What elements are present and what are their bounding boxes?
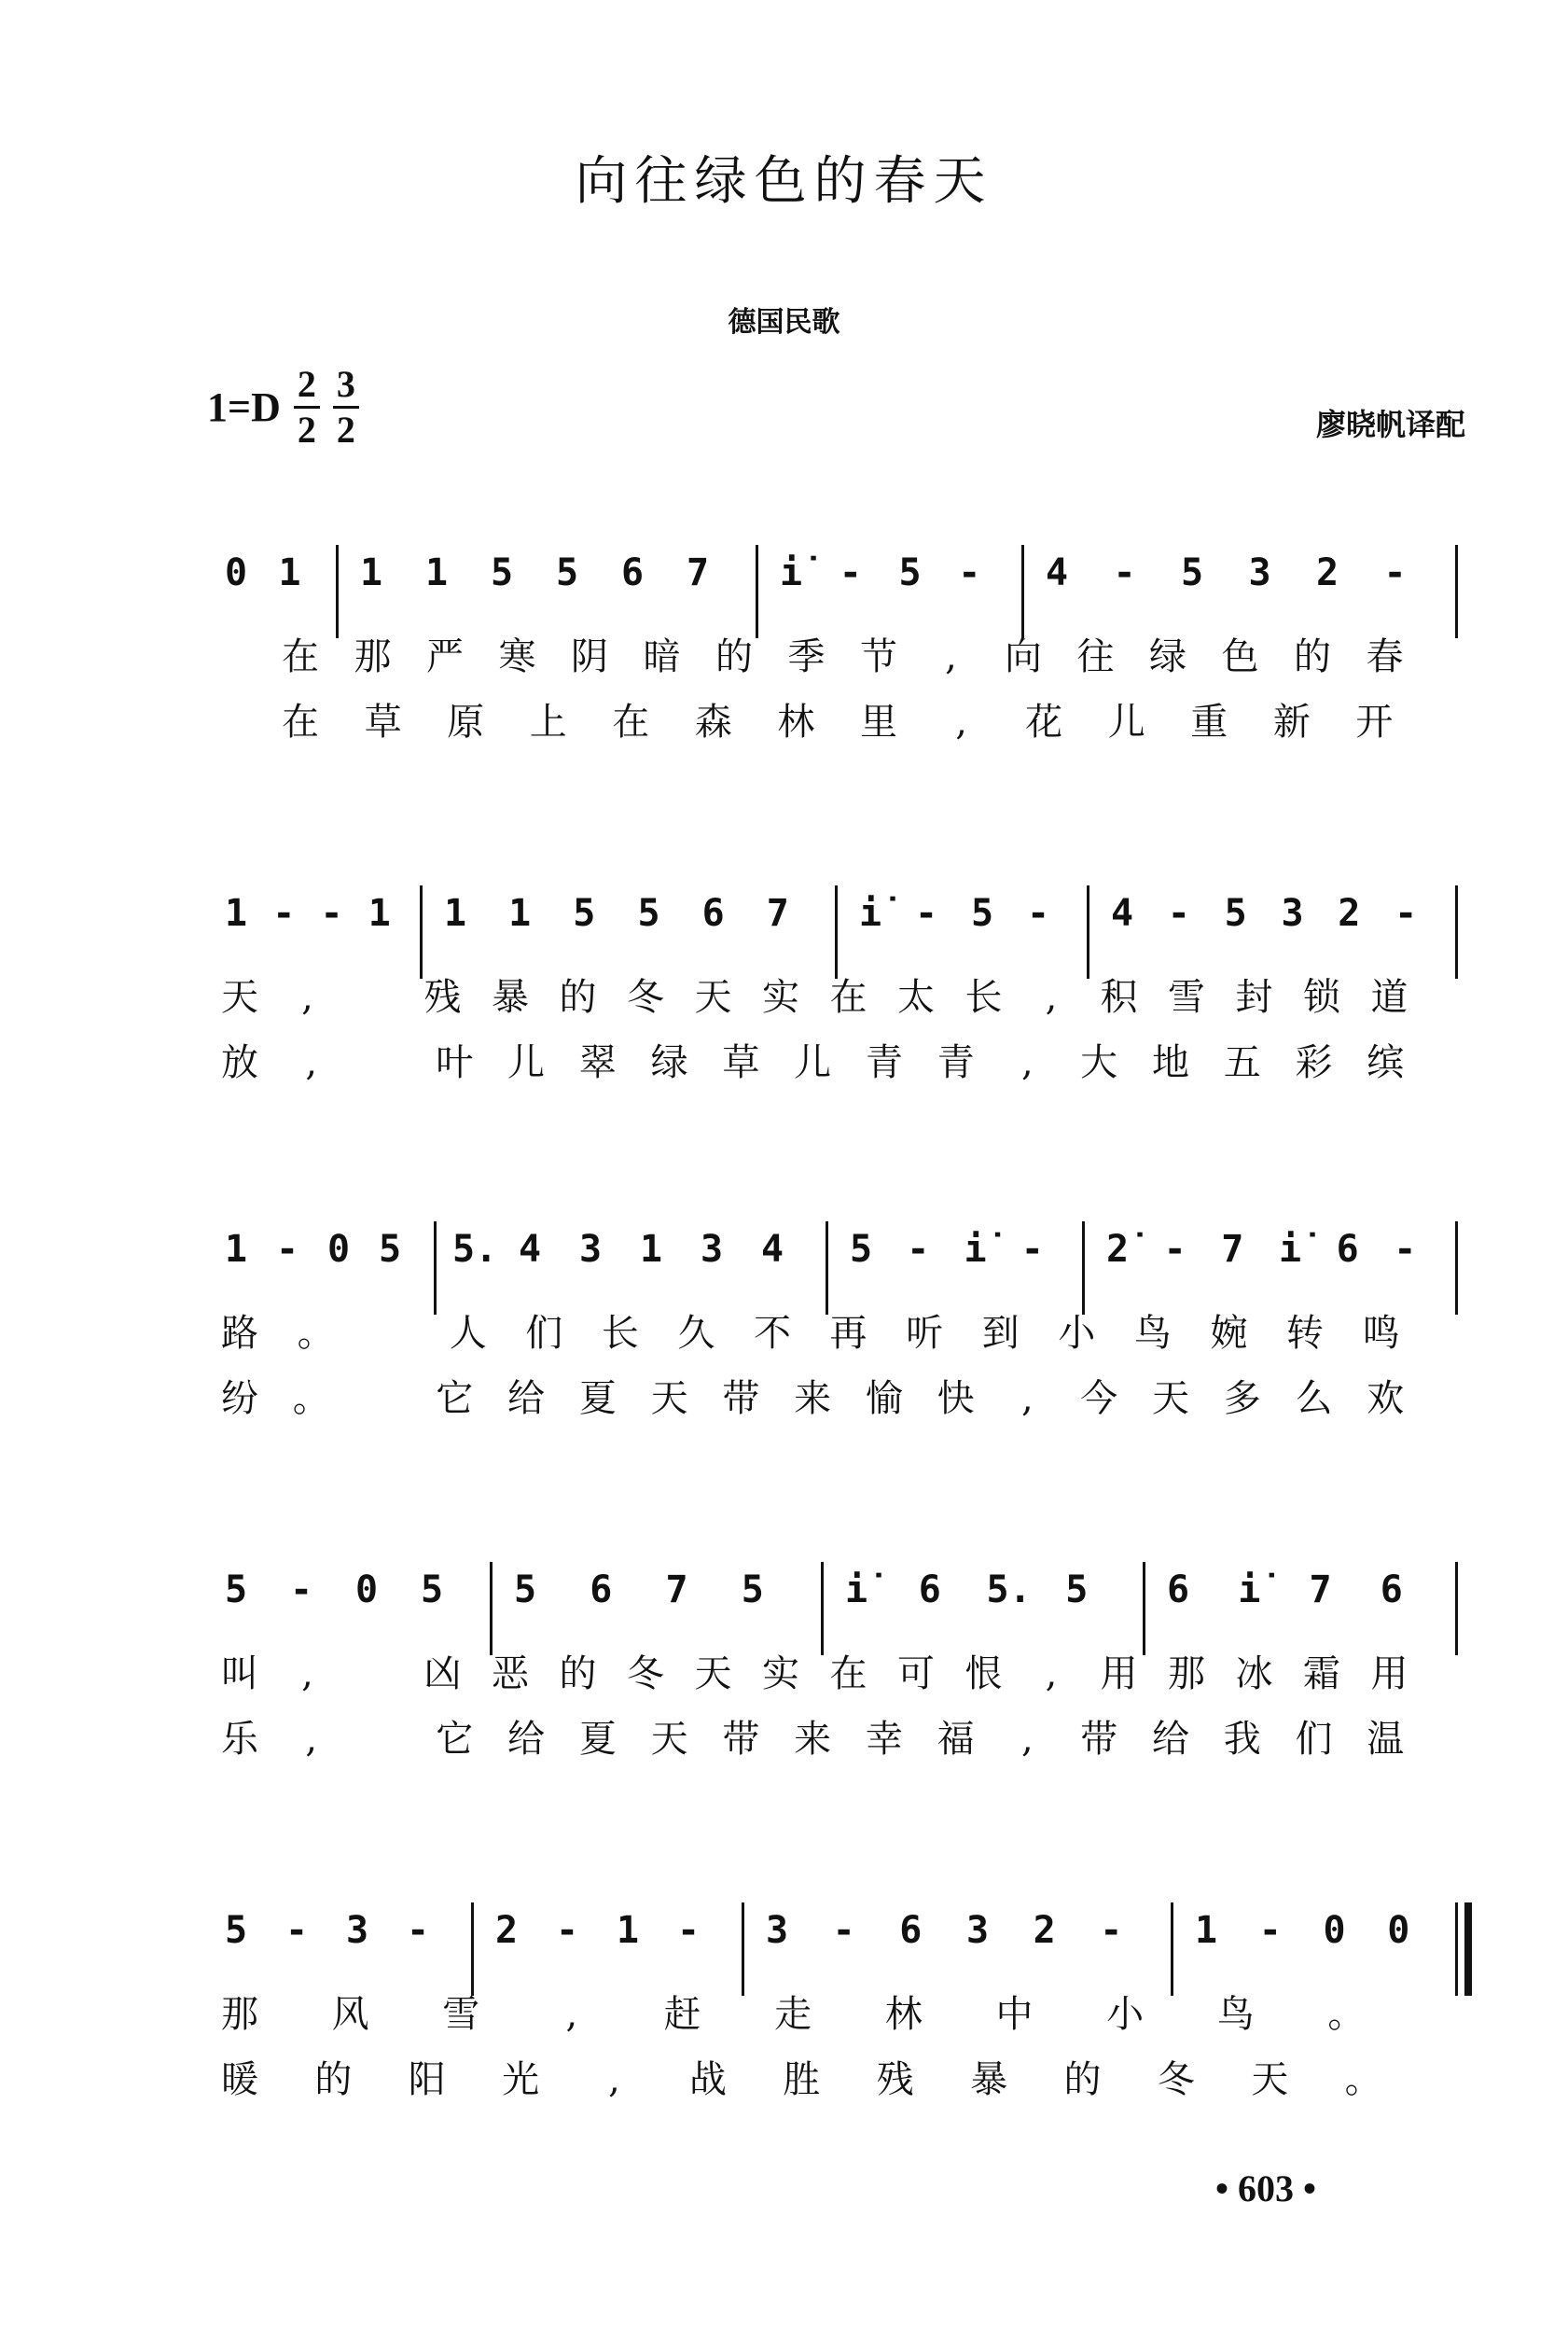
lyric-char: , [305,1718,318,1761]
lyric-char: 带 [722,1718,760,1761]
lyric-char: , [945,635,957,678]
jianpu-note: 3 [578,1228,603,1271]
lyric-char: 。 [292,1377,330,1420]
lyric-char: 不 [753,1312,791,1355]
bar-line [1087,885,1089,979]
bar-line [1082,1221,1085,1315]
lyric-char: 道 [1370,976,1408,1019]
bar-line [1143,1562,1145,1655]
lyric-char: 那 [221,1993,258,2036]
jianpu-note: 0 [224,551,248,594]
bar-line [1455,1902,1458,1996]
lyric-char: 。 [1327,1993,1366,2036]
lyric-char: 在 [612,701,650,744]
score-system [0,1227,1568,1526]
lyric-char: 到 [981,1312,1020,1355]
lyric-char: 森 [694,701,732,744]
lyric-char: 彩 [1295,1041,1333,1084]
key-signature [207,363,359,451]
lyric-char: 来 [794,1718,832,1761]
jianpu-note: 5 [1065,1568,1089,1611]
jianpu-note: 5 [378,1228,402,1271]
lyric-char: 青 [865,1041,903,1084]
lyric-char: 阳 [408,2058,446,2101]
lyric-char: 久 [677,1312,715,1355]
bar-line [1455,885,1458,979]
lyric-char: 长 [964,976,1003,1019]
jianpu-note: 5 [224,1568,248,1611]
jianpu-note: i̇ [964,1228,987,1271]
lyric-char: 多 [1223,1377,1261,1420]
lyric-char: 开 [1355,701,1394,744]
lyric-char: 可 [897,1652,935,1695]
bar-line [826,1221,828,1315]
jianpu-note: 1 [224,892,248,935]
jianpu-note: - [1395,892,1418,935]
jianpu-note: 1 [424,551,449,594]
lyric-char: 给 [1151,1718,1189,1761]
lyric-char: 小 [1058,1312,1096,1355]
jianpu-note: 6 [1380,1568,1403,1611]
lyric-char: 天 [694,976,732,1019]
jianpu-note: i̇ [1278,1228,1302,1271]
lyric-char: 暴 [970,2058,1008,2101]
jianpu-note: - [275,1228,299,1271]
lyric-char: 冰 [1235,1652,1273,1695]
bar-line [756,545,758,638]
lyric-char: 温 [1367,1718,1405,1761]
lyric-char: 封 [1235,976,1273,1019]
jianpu-note: 6 [620,551,645,594]
lyric-char: 积 [1100,976,1138,1019]
lyric-char: 太 [897,976,935,1019]
jianpu-note: 5 [849,1228,873,1271]
lyric-char: , [1021,1718,1034,1761]
lyric-char: 们 [1295,1718,1333,1761]
song-origin: 德国民歌 [728,306,840,339]
lyric-char: 阴 [571,635,608,678]
lyric-char: 向 [1005,635,1042,678]
jianpu-note: - [1113,551,1136,594]
jianpu-note: 5 [1224,892,1247,935]
lyric-char: , [565,1993,578,2036]
jianpu-note: 5 [1180,551,1204,594]
lyric-char: 缤 [1367,1041,1405,1084]
lyric-char: 。 [1344,2058,1382,2101]
lyric-char: 放 [221,1041,258,1084]
lyric-char: 乐 [221,1718,258,1761]
lyric-char: 在 [282,635,319,678]
jianpu-note: 5 [898,551,922,594]
jianpu-note: i̇ [844,1568,868,1611]
lyric-char: 花 [1025,701,1063,744]
jianpu-note: 2 [1338,892,1361,935]
lyric-char: 胜 [783,2058,821,2101]
jianpu-note: 5 [637,892,660,935]
time-sig-2-bottom: 2 [336,409,355,451]
jianpu-note: 1 [508,892,532,935]
lyric-char: 天 [650,1718,688,1761]
lyric-char: 那 [354,635,392,678]
jianpu-note: 1 [368,892,391,935]
score-system [0,1568,1568,1866]
jianpu-note: 4 [760,1228,784,1271]
time-sig-1-top: 2 [294,366,320,409]
lyric-char: 冬 [627,1652,664,1695]
jianpu-note: - [1026,892,1050,935]
lyric-char: 战 [688,2058,727,2101]
lyric-char: 快 [937,1377,975,1420]
jianpu-note: 5. [452,1228,498,1271]
jianpu-note: - [555,1909,579,1952]
lyric-char: 林 [884,1993,923,2036]
lyric-char: 小 [1106,1993,1145,2036]
jianpu-note: 6 [1336,1228,1359,1271]
lyric-char: 凶 [423,1652,462,1695]
bar-line [1455,1562,1458,1655]
lyric-char: 残 [876,2058,914,2101]
lyric-char: 夏 [578,1718,617,1761]
lyric-char: 幸 [865,1718,903,1761]
lyric-char: 的 [1063,2058,1102,2101]
lyric-char: 季 [787,635,826,678]
bar-line [420,885,423,979]
lyric-char: 转 [1285,1312,1324,1355]
lyric-char: 么 [1295,1377,1333,1420]
lyric-char: 实 [762,1652,799,1695]
jianpu-note: - [839,551,862,594]
lyric-char: 鸟 [1133,1312,1172,1355]
lyric-char: 叫 [221,1652,258,1695]
lyric-char: 天 [221,976,258,1019]
lyric-char: 它 [436,1377,474,1420]
lyric-char: 在 [829,1652,867,1695]
jianpu-note: - [284,1909,309,1952]
jianpu-note: 5 [513,1568,537,1611]
jianpu-note: i̇ [779,551,803,594]
jianpu-note: 7 [1221,1228,1244,1271]
lyric-char: 中 [995,1993,1034,2036]
jianpu-note: 1 [1194,1909,1218,1952]
lyric-char: , [1045,976,1058,1019]
lyric-char: 的 [559,1652,597,1695]
jianpu-note: 0 [354,1568,379,1611]
bar-line [835,885,838,979]
jianpu-note: 3 [765,1909,789,1952]
jianpu-note: 0 [1387,1909,1410,1952]
lyric-char: , [301,1652,313,1695]
jianpu-note: 7 [766,892,789,935]
lyric-char: 它 [436,1718,474,1761]
jianpu-note: - [1100,1909,1123,1952]
lyric-char: 的 [1294,635,1331,678]
lyric-char: 残 [423,976,462,1019]
lyric-char: , [608,2058,620,2101]
lyric-char: , [301,976,313,1019]
jianpu-note: 5 [970,892,994,935]
lyric-char: 暖 [221,2058,258,2101]
lyric-char: 我 [1223,1718,1261,1761]
score-system [0,891,1568,1190]
lyric-char: 欢 [1367,1377,1405,1420]
time-sig-2-top: 3 [333,366,359,409]
jianpu-note: 6 [899,1909,923,1952]
bar-line [471,1902,474,1996]
lyric-char: 用 [1370,1652,1408,1695]
bar-line [336,545,339,638]
jianpu-note: 7 [686,551,710,594]
lyric-char: 天 [650,1377,688,1420]
jianpu-note: 5. [986,1568,1032,1611]
jianpu-note: 5 [555,551,579,594]
lyric-char: 天 [1151,1377,1189,1420]
lyric-char: 青 [937,1041,975,1084]
jianpu-note: 2 [494,1909,519,1952]
lyric-char: 走 [774,1993,812,2036]
lyric-char: 婉 [1210,1312,1248,1355]
jianpu-note: - [958,551,981,594]
lyric-char: 。 [297,1312,335,1355]
jianpu-note: 1 [278,551,301,594]
song-title: 向往绿色的春天 [575,151,993,212]
lyric-char: 暴 [492,976,529,1019]
lyric-char: 夏 [578,1377,617,1420]
jianpu-note: 1 [616,1909,640,1952]
lyric-char: 冬 [1157,2058,1195,2101]
jianpu-note: 5 [420,1568,444,1611]
lyric-char: 冬 [627,976,664,1019]
lyric-char: 给 [507,1718,546,1761]
bar-line [742,1902,744,1996]
lyric-char: 翠 [578,1041,617,1084]
lyric-char: 再 [829,1312,867,1355]
jianpu-note: - [272,892,296,935]
jianpu-note: 0 [1323,1909,1346,1952]
bar-line [1455,1221,1458,1315]
lyric-char: 的 [715,635,753,678]
jianpu-note: - [676,1909,701,1952]
jianpu-note: 5 [490,551,514,594]
jianpu-note: 7 [665,1568,688,1611]
jianpu-note: 6 [590,1568,613,1611]
jianpu-note: - [1163,1228,1186,1271]
lyric-char: 在 [282,701,319,744]
jianpu-note: 1 [359,551,383,594]
lyric-char: 带 [722,1377,760,1420]
jianpu-note: - [1258,1909,1282,1952]
lyric-char: 上 [529,701,567,744]
lyric-char: 原 [447,701,485,744]
lyric-char: 给 [507,1377,546,1420]
score-system [0,1908,1568,2207]
lyric-char: 的 [314,2058,353,2101]
lyric-char: 纷 [221,1377,258,1420]
jianpu-note: i̇ [1238,1568,1261,1611]
bar-line [490,1562,493,1655]
jianpu-note: 3 [700,1228,724,1271]
jianpu-note: - [1394,1228,1417,1271]
lyric-char: 愉 [865,1377,903,1420]
lyric-char: 地 [1151,1041,1189,1084]
lyric-char: , [1021,1377,1034,1420]
lyric-char: 路 [221,1312,258,1355]
lyric-char: 大 [1080,1041,1118,1084]
jianpu-note: 1 [639,1228,663,1271]
time-sig-1-bottom: 2 [297,409,316,451]
final-bar-line [1464,1902,1472,1996]
lyric-char: 春 [1366,635,1404,678]
lyric-char: 新 [1272,701,1311,744]
lyric-char: 绿 [650,1041,688,1084]
jianpu-note: 4 [518,1228,542,1271]
lyric-char: , [955,701,967,744]
lyric-char: 寒 [498,635,536,678]
lyric-char: 赶 [663,1993,701,2036]
lyric-char: 带 [1080,1718,1118,1761]
jianpu-note: 1 [443,892,467,935]
jianpu-note: 2 [1033,1909,1056,1952]
lyric-char: 人 [449,1312,487,1355]
lyric-char: 往 [1076,635,1115,678]
lyric-char: 重 [1190,701,1228,744]
lyric-char: 在 [829,976,867,1019]
page-number: • 603 • [1214,2167,1316,2209]
lyric-char: 用 [1100,1652,1138,1695]
jianpu-note: i̇ [858,892,882,935]
bar-line [1455,545,1458,638]
lyric-char: 儿 [507,1041,546,1084]
jianpu-note: - [289,1568,313,1611]
lyric-char: 福 [937,1718,975,1761]
translator-credit: 廖晓帆译配 [1315,407,1465,442]
jianpu-note: - [907,1228,930,1271]
lyric-char: 雪 [1168,976,1205,1019]
lyric-char: 霜 [1303,1652,1340,1695]
lyric-char: 恶 [492,1652,529,1695]
lyric-char: 今 [1080,1377,1118,1420]
time-signature-2 [333,363,359,451]
lyric-char: 光 [502,2058,540,2101]
jianpu-note: - [914,892,938,935]
jianpu-note: 2̇ [1105,1228,1130,1271]
lyric-char: 长 [601,1312,639,1355]
lyric-char: 恨 [964,1652,1003,1695]
jianpu-note: 5 [224,1909,248,1952]
lyric-char: 的 [559,976,597,1019]
lyric-char: , [1045,1652,1058,1695]
lyric-char: , [305,1041,318,1084]
jianpu-note: 2 [1315,551,1339,594]
jianpu-note: - [1020,1228,1044,1271]
jianpu-note: 1 [224,1228,248,1271]
lyric-char: 实 [762,976,799,1019]
jianpu-note: - [406,1909,430,1952]
lyric-char: 锁 [1303,976,1340,1019]
lyric-char: 听 [906,1312,944,1355]
jianpu-note: 7 [1309,1568,1332,1611]
lyric-char: 叶 [436,1041,474,1084]
lyric-char: 儿 [794,1041,832,1084]
lyric-char: 五 [1223,1041,1261,1084]
jianpu-note: - [1383,551,1407,594]
lyric-char: 儿 [1107,701,1145,744]
jianpu-note: 4 [1110,892,1134,935]
jianpu-note: 5 [741,1568,764,1611]
jianpu-note: 4 [1045,551,1069,594]
lyric-char: 们 [525,1312,563,1355]
lyric-char: 那 [1168,1652,1205,1695]
lyric-char: 草 [722,1041,760,1084]
lyric-char: 林 [777,701,815,744]
lyric-char: 风 [331,1993,369,2036]
bar-line [1171,1902,1173,1996]
jianpu-note: 3 [345,1909,369,1952]
lyric-char: 严 [426,635,464,678]
lyric-char: 天 [1251,2058,1289,2101]
time-signature-1 [294,363,320,451]
lyric-char: 鸣 [1362,1312,1400,1355]
key-label: 1=D [207,384,281,430]
jianpu-note: 6 [1166,1568,1190,1611]
lyric-char: 里 [860,701,897,744]
lyric-char: 草 [364,701,402,744]
jianpu-note: - [1167,892,1190,935]
score-system [0,550,1568,849]
jianpu-note: - [320,892,343,935]
bar-line [434,1221,437,1315]
lyric-char: 绿 [1149,635,1186,678]
lyric-char: 鸟 [1216,1993,1255,2036]
lyric-char: 天 [694,1652,732,1695]
jianpu-note: 3 [1248,551,1271,594]
lyric-char: 色 [1221,635,1259,678]
lyric-char: 雪 [442,1993,480,2036]
jianpu-note: - [832,1909,855,1952]
jianpu-note: 6 [701,892,725,935]
jianpu-note: 5 [573,892,596,935]
lyric-char: , [1021,1041,1034,1084]
jianpu-note: 3 [965,1909,990,1952]
lyric-char: 来 [794,1377,832,1420]
jianpu-note: 6 [918,1568,941,1611]
jianpu-note: 3 [1281,892,1304,935]
bar-line [821,1562,824,1655]
lyric-char: 节 [860,635,897,678]
bar-line [1021,545,1024,638]
lyric-char: 暗 [643,635,681,678]
jianpu-note: 0 [326,1228,351,1271]
